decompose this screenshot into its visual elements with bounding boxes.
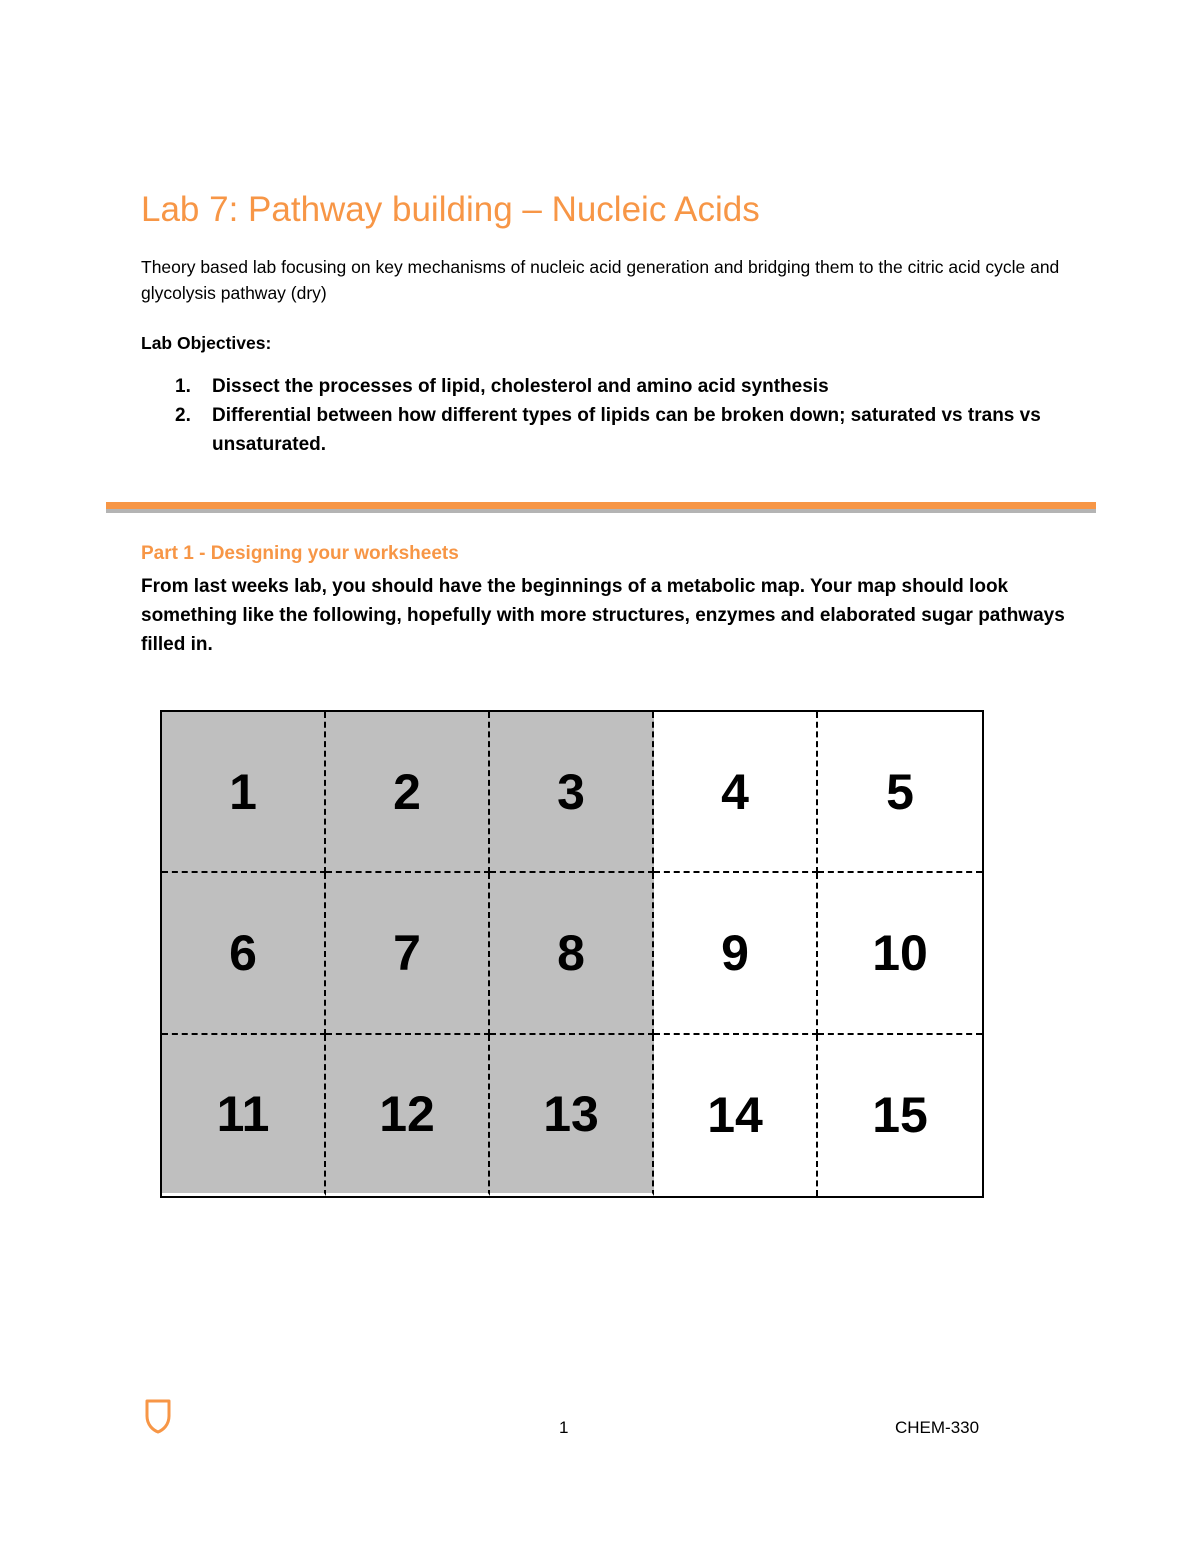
section-divider xyxy=(106,502,1096,513)
grid-cell-3: 3 xyxy=(490,712,654,873)
grid-cell-1: 1 xyxy=(162,712,326,873)
objective-item xyxy=(141,401,1041,459)
objective-number: 1. xyxy=(175,376,191,397)
grid-cell-11: 11 xyxy=(162,1035,326,1196)
grid-cell-8: 8 xyxy=(490,873,654,1034)
grid-cell-9: 9 xyxy=(654,873,818,1034)
grid-cell-13: 13 xyxy=(490,1035,654,1196)
page-title: Lab 7: Pathway building – Nucleic Acids xyxy=(141,190,760,229)
objectives-heading: Lab Objectives: xyxy=(141,333,272,353)
grid-cell-14: 14 xyxy=(654,1035,818,1196)
grid-cell-6: 6 xyxy=(162,873,326,1034)
part1-body: From last weeks lab, you should have the beginnings of a metabolic map. Your map should look something like the following, hopefully with more structures, enzymes and elaborated sugar pathways filled in. xyxy=(141,576,1065,655)
grid-cell-7: 7 xyxy=(326,873,490,1034)
grid-cell-10: 10 xyxy=(818,873,982,1034)
shield-outline-icon xyxy=(144,1398,172,1434)
lab-description: Theory based lab focusing on key mechanisms of nucleic acid generation and bridging them to the citric acid cycle and glycolysis pathway (dry) xyxy=(141,257,1060,303)
objective-item xyxy=(141,372,1041,401)
worksheet-grid xyxy=(160,710,984,1198)
objective-number: 2. xyxy=(175,405,191,426)
grid-cell-5: 5 xyxy=(818,712,982,873)
grid-cell-12: 12 xyxy=(326,1035,490,1196)
objective-text: Differential between how different types of lipids can be broken down; saturated vs trans vs unsaturated. xyxy=(212,405,1041,455)
page-number: 1 xyxy=(559,1418,569,1437)
section-divider-accent xyxy=(106,502,1096,509)
course-code: CHEM-330 xyxy=(895,1418,980,1437)
objectives-list xyxy=(141,372,1041,459)
grid-cell-4: 4 xyxy=(654,712,818,873)
part1-heading: Part 1 - Designing your worksheets xyxy=(141,543,459,564)
grid-cell-15: 15 xyxy=(872,1087,928,1144)
objective-text: Dissect the processes of lipid, cholesterol and amino acid synthesis xyxy=(212,376,829,397)
grid-cell-2: 2 xyxy=(326,712,490,873)
section-divider-shadow xyxy=(106,509,1096,513)
